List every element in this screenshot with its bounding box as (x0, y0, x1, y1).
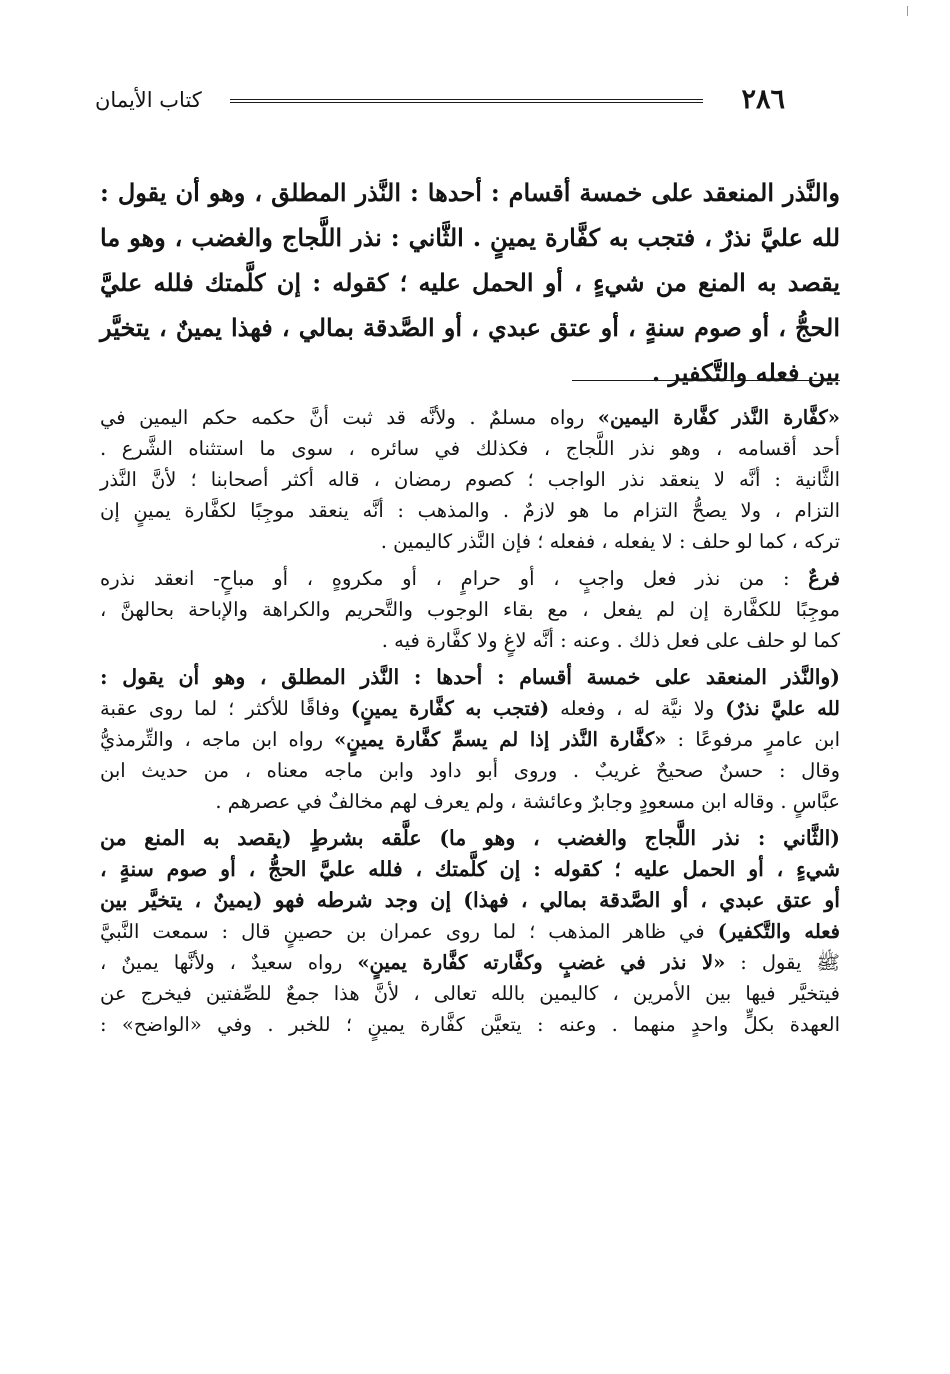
sharh-bold-run: (والنَّذر المنعقد على خمسة أقسام : أحدها : النَّذر المطلق ، وهو أن يقول : (100, 665, 840, 689)
matn-line: الحجُّ ، أو صوم سنةٍ ، أو عتق عبدي ، أو الصَّدقة بمالي ، فهذا يمينٌ ، يتخيَّر (100, 313, 840, 342)
matn-line: بين فعله والتَّكفير . (651, 358, 840, 387)
sharh-bold-run: (الثَّاني : نذر اللَّجاج والغضب ، وهو ما) (439, 826, 840, 850)
sharh-bold-run: فعله والتَّكفير) (717, 920, 841, 943)
sharh-bold-run: فرعٌ (808, 567, 840, 590)
sharh-line (100, 916, 840, 947)
sharh-line (100, 823, 840, 854)
sharh-line (100, 495, 840, 526)
sharh-bold-run: (يقصد به المنع من (100, 826, 292, 850)
sharh-bold-run: «لا نذر في غضبٍ وكفَّارته كفَّارة يمينٍ» (357, 951, 726, 974)
sharh-line (100, 947, 840, 978)
matn-line: والنَّذر المنعقد على خمسة أقسام : أحدها : النَّذر المطلق ، وهو أن يقول : (100, 178, 840, 207)
sharh-line (100, 786, 840, 817)
sharh-text-run: : من نذر فعل واجبٍ ، أو حرامٍ ، أو مكروهٍ ، أو مباحٍ- انعقد نذره (100, 567, 809, 590)
sharh-text-run: التزام ، ولا يصحُّ التزام ما هو لازمٌ . والمذهب : أنَّه ينعقد موجِبًا لكفَّارة يمينٍ إن (100, 499, 840, 522)
header-rule (230, 99, 703, 103)
sharh-bold-run: لله عليَّ نذرٌ) (725, 697, 840, 720)
sharh-bold-run: شيءٍ ، أو الحمل عليه ؛ كقوله : إن كلَّمتك ، فلله عليَّ الحجُّ ، أو صوم سنةٍ ، (100, 857, 840, 881)
sharh-text-run: عبَّاسٍ . وقاله ابن مسعودٍ وجابرٌ وعائشة ، ولم يعرف لهم مخالفٌ في عصرهم . (215, 790, 840, 813)
sharh-text-run: فيتخيَّر فيها بين الأمرين ، كاليمين بالله تعالى ، لأنَّ هذا جمعٌ للصِّفتين فيخرج عن (100, 982, 840, 1005)
sharh-text-run: وفاقًا للأكثر ؛ لما روى عقبة (100, 697, 351, 720)
page-header (95, 82, 785, 118)
sharh-bold-run: (فتجب به كفَّارة يمينٍ) (350, 697, 550, 720)
sharh-text (100, 402, 840, 1040)
sharh-text-run: الثَّانية : أنَّه لا ينعقد نذر الواجب ؛ كصوم رمضان ، قاله أكثر أصحابنا ؛ لأنَّ النَّذر (100, 468, 840, 491)
sharh-line (100, 662, 840, 693)
sharh-line (100, 526, 840, 557)
sharh-line (100, 433, 840, 464)
sharh-line (100, 693, 840, 724)
book-title: كتاب الأيمان (95, 88, 202, 112)
sharh-text-run: رواه سعيدٌ ، ولأنَّها يمينٌ ، (100, 951, 358, 974)
sharh-line (100, 755, 840, 786)
sharh-text-run: أحد أقسامه ، وهو نذر اللَّجاج ، فكذلك في سائره ، سوى ما استثناه الشَّرع . (100, 437, 840, 460)
sharh-line (100, 402, 840, 433)
matn-line: لله عليَّ نذرٌ ، فتجب به كفَّارة يمينٍ . الثَّاني : نذر اللَّجاج والغضب ، وهو ما (100, 223, 840, 252)
sharh-text-run: تركه ، كما لو حلف : لا يفعله ، ففعله ؛ فإن النَّذر كاليمين . (380, 530, 840, 553)
sharh-bold-run: أو عتق عبدي ، أو الصَّدقة بمالي ، فهذا) (463, 888, 840, 912)
sharh-bold-run: (يمينٌ ، يتخيَّر بين (100, 888, 263, 912)
sharh-line (100, 854, 840, 885)
sharh-text-run: وقال : حسنٌ صحيحٌ غريبٌ . وروى أبو داود وابن ماجه معناه ، من حديث ابن (100, 759, 840, 782)
sharh-text-run: ﷺ يقول : (725, 951, 840, 974)
sharh-text-run: ولا نيَّة له ، وفعله (549, 697, 726, 720)
sharh-line (100, 1009, 840, 1040)
sharh-line (100, 978, 840, 1009)
sharh-text-run: في ظاهر المذهب ؛ لما روى عمران بن حصينٍ قال : سمعت النَّبيَّ (100, 920, 718, 943)
sharh-text-run: ابن عامرٍ مرفوعًا : (666, 728, 841, 751)
sharh-text-run: موجِبًا للكفَّارة إن لم يفعل ، مع بقاء الوجوب والتَّحريم والكراهة والإباحة بحالهنَّ ، (100, 598, 840, 621)
sharh-line (100, 594, 840, 625)
sharh-line (100, 724, 840, 755)
sharh-bold-run: «كفَّارة النَّذر كفَّارة اليمين» (597, 406, 840, 429)
sharh-text-run: إن وجد شرطه فهو (262, 888, 464, 912)
sharh-text-run: رواه مسلمٌ . ولأنَّه قد ثبت أنَّ حكمه حكم اليمين في (100, 406, 598, 429)
sharh-text-run: علَّقه بشرطٍ (291, 826, 440, 850)
sharh-text-run: رواه ابن ماجه ، والتِّرمذيُّ (100, 728, 335, 751)
sharh-line (100, 625, 840, 656)
matn-line: يقصد به المنع من شيءٍ ، أو الحمل عليه ؛ كقوله : إن كلَّمتك فلله عليَّ (100, 268, 840, 297)
scan-corner-mark (907, 6, 908, 16)
sharh-line (100, 563, 840, 594)
sharh-text-run: كما لو حلف على فعل ذلك . وعنه : أنَّه لاغٍ ولا كفَّارة فيه . (381, 629, 840, 652)
sharh-line (100, 464, 840, 495)
sharh-text-run: العهدة بكلٍّ واحدٍ منهما . وعنه : يتعيَّن كفَّارة يمينٍ ؛ للخبر . وفي «الواضح» : (100, 1013, 840, 1036)
matn-text (100, 170, 840, 395)
sharh-bold-run: «كفَّارة النَّذر إذا لم يسمِّ كفَّارة يمينٍ» (334, 728, 667, 751)
sharh-line (100, 885, 840, 916)
matn-separator-rule (572, 380, 840, 381)
page-number: ٢٨٦ (741, 84, 785, 115)
